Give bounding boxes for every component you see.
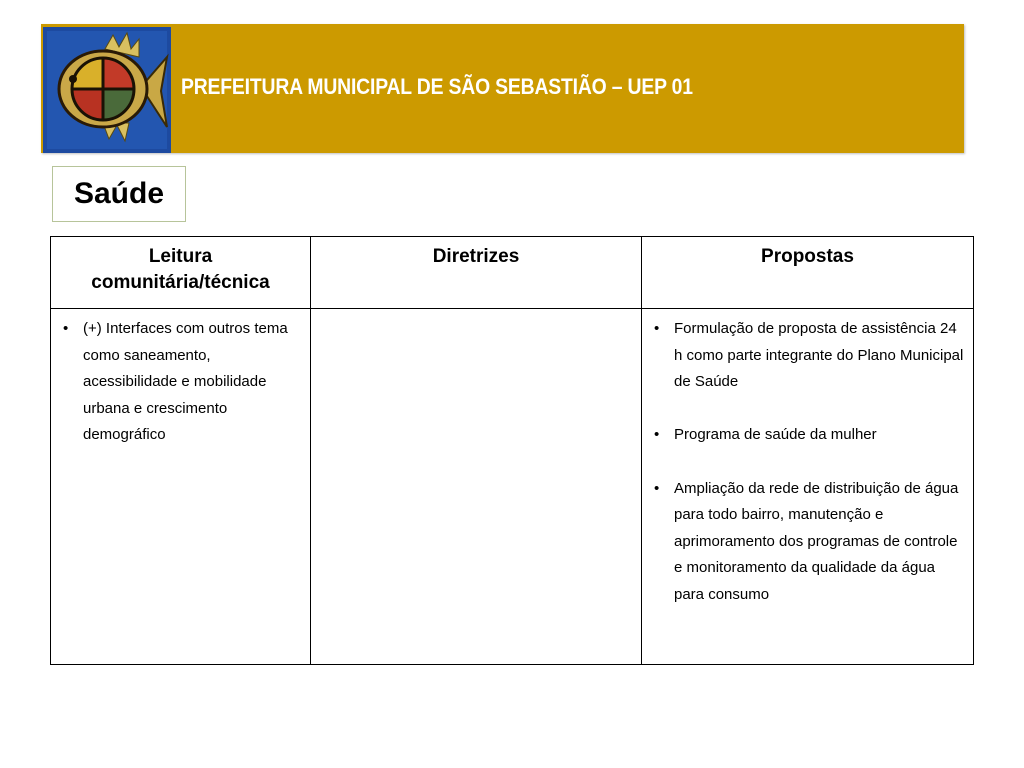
- list-item: • Ampliação da rede de distribuição de água para todo bairro, manutenção e aprimoramento dos programas de controle e monitoramento da qualidade da água para consumo: [650, 476, 965, 609]
- list-item: • Formulação de proposta de assistência 24 h como parte integrante do Plano Municipal de Saúde: [650, 316, 965, 396]
- column-header-diretrizes: Diretrizes: [311, 237, 642, 309]
- table-header-row: [51, 237, 974, 309]
- list-item: • Programa de saúde da mulher: [650, 422, 965, 449]
- page-header-title: PREFEITURA MUNICIPAL DE SÃO SEBASTIÃO – UEP 01: [181, 74, 693, 99]
- cell-propostas: [642, 309, 974, 665]
- propostas-list: [650, 316, 965, 609]
- table-row: [51, 309, 974, 665]
- column-header-leitura: Leitura comunitária/técnica: [51, 237, 311, 309]
- cell-leitura: [51, 309, 311, 665]
- column-header-propostas: Propostas: [642, 237, 974, 309]
- section-title: Saúde: [52, 166, 186, 222]
- leitura-list: [59, 316, 302, 449]
- proposals-table: [50, 236, 974, 665]
- list-item: • (+) Interfaces com outros tema como saneamento, acessibilidade e mobilidade urbana e crescimento demográfico: [59, 316, 302, 449]
- fish-emblem-icon: [43, 27, 171, 153]
- cell-diretrizes: [311, 309, 642, 665]
